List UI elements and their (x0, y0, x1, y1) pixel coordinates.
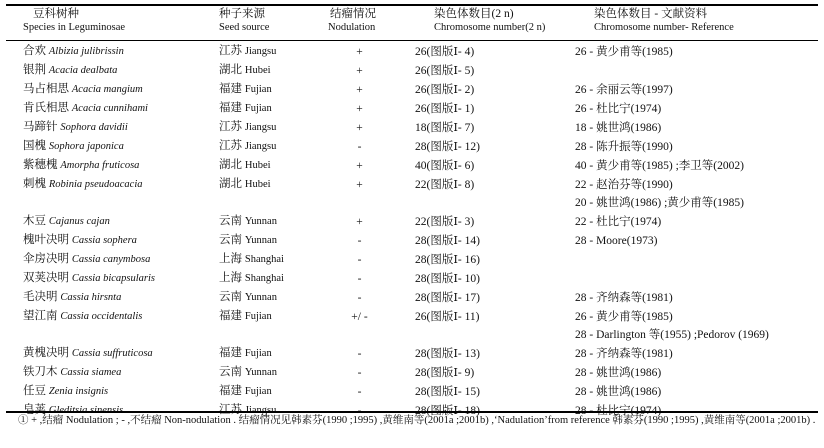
seed-province-en: Yunnan (244, 216, 277, 228)
reference-cell: 28 - Moore(1973) (575, 234, 658, 247)
species-cell (0, 61, 219, 80)
table-row (0, 212, 824, 231)
reference-cell: 28 - 姚世鸿(1986) (575, 385, 662, 398)
chromosome-cell: 26(图版Ⅰ- 2) (415, 83, 475, 96)
species-cn: 黄槐决明 (23, 347, 69, 360)
seed-province-cn: 湖北 (219, 178, 242, 190)
seed-province-cn: 上海 (219, 272, 242, 285)
seed-province-cn: 江苏 (219, 140, 242, 152)
table-row (0, 61, 824, 80)
seed-cell (219, 156, 319, 175)
chromosome-cell: 22(图版Ⅰ- 8) (415, 178, 475, 191)
species-cn: 任豆 (23, 385, 46, 398)
nodulation-cell: - (357, 366, 362, 379)
species-latin: Acacia mangium (71, 84, 143, 95)
species-latin: Cassia siamea (60, 367, 122, 379)
species-cell (0, 137, 219, 156)
nodulation-cell: - (357, 140, 362, 153)
reference-cell: 26 - 黄少甫等(1985) (575, 310, 673, 323)
species-cell (0, 118, 219, 137)
header-nodulation-en: Nodulation (328, 22, 376, 33)
seed-province-en: Fujian (244, 348, 272, 360)
table-row (0, 288, 824, 307)
species-cn: 银荆 (23, 64, 46, 76)
nodulation-cell: - (357, 385, 362, 398)
header-nodulation (328, 7, 376, 35)
species-latin: Robinia pseudoacacia (48, 179, 143, 190)
species-latin: Cassia sophera (71, 235, 137, 247)
seed-province-en: Hubei (244, 160, 271, 171)
species-cn: 国槐 (23, 140, 46, 152)
seed-province-en: Shanghai (244, 273, 284, 285)
seed-cell (219, 99, 319, 118)
table-row (0, 156, 824, 175)
table-row (0, 118, 824, 137)
reference-cell (575, 61, 824, 80)
nodulation-cell: + (356, 45, 363, 58)
seed-province-cn: 福建 (219, 83, 242, 95)
seed-cell (219, 212, 319, 231)
species-cn: 紫穗槐 (23, 159, 58, 171)
species-cell (0, 212, 219, 231)
chromosome-cell: 26(图版Ⅰ- 11) (415, 310, 480, 323)
nodulation-cell: + (356, 64, 363, 77)
species-latin: Cajanus cajan (48, 216, 110, 228)
reference-cell: 26 - 杜比宁(1974) (575, 102, 662, 115)
species-cell (0, 288, 219, 307)
table-row (0, 231, 824, 250)
seed-cell (219, 231, 319, 250)
seed-cell (219, 137, 319, 156)
species-cell (0, 363, 219, 382)
species-cn: 肯氏相思 (23, 102, 69, 114)
seed-cell (219, 382, 319, 401)
chromosome-cell: 28(图版Ⅰ- 13) (415, 347, 480, 360)
seed-province-en: Jiangsu (244, 122, 277, 133)
species-latin: Cassia suffruticosa (71, 348, 153, 360)
header-nodulation-cn: 结瘤情况 (330, 8, 376, 20)
seed-cell (219, 175, 319, 194)
reference-cell: 18 - 姚世鸿(1986) (575, 121, 662, 134)
species-cn: 槐叶决明 (23, 234, 69, 247)
seed-cell (219, 118, 319, 137)
species-latin: Albizia julibrissin (48, 46, 124, 57)
species-cell (0, 194, 219, 212)
header-chromosome-cn: 染色体数目(2 n) (434, 8, 514, 20)
species-cn: 木豆 (23, 215, 46, 228)
nodulation-cell: + (356, 121, 363, 134)
top-rule (6, 4, 818, 6)
reference-cell: 20 - 姚世鸿(1986) ;黄少甫等(1985) (575, 197, 744, 210)
seed-cell (219, 42, 319, 61)
nodulation-cell: - (357, 272, 362, 285)
table-row (0, 99, 824, 118)
table-row (0, 344, 824, 363)
header-reference-cn: 染色体数目 - 文献资料 (594, 8, 708, 20)
header-seed-en: Seed source (219, 22, 270, 33)
seed-cell (219, 363, 319, 382)
header-species-en: Species in Leguminosae (23, 22, 126, 33)
seed-province-en: Fujian (244, 103, 272, 114)
species-cn: 毛决明 (23, 291, 58, 304)
chromosome-cell: 28(图版Ⅰ- 10) (415, 272, 480, 285)
seed-province-cn: 福建 (219, 102, 242, 114)
species-cn: 马蹄针 (23, 121, 58, 133)
species-cn: 刺槐 (23, 178, 46, 190)
species-cell (0, 344, 219, 363)
reference-cell: 28 - Darlington 等(1955) ;Pedorov (1969) (575, 329, 769, 342)
seed-province-cn: 福建 (219, 385, 242, 398)
footnote: ① + ,结瘤 Nodulation ; - ,不结瘤 Non-nodulation . 结瘤情况见韩素芬(1990 ;1995) ,黄维南等(2001a ;2001b) ,‘Nadulation’from reference 韩素芬(1990 ;1995) ,黄维南等(2001a ;2001b) . (18, 415, 816, 426)
seed-cell (219, 326, 319, 344)
nodulation-cell: - (357, 291, 362, 304)
seed-province-cn: 福建 (219, 347, 242, 360)
chromosome-cell: 26(图版Ⅰ- 1) (415, 102, 475, 115)
nodulation-cell: +/ - (351, 310, 368, 323)
table-body (0, 42, 824, 420)
reference-cell: 28 - 姚世鸿(1986) (575, 366, 662, 379)
species-cell (0, 80, 219, 99)
seed-province-cn: 云南 (219, 291, 242, 304)
chromosome-cell: 28(图版Ⅰ- 9) (415, 366, 475, 379)
species-latin: Sophora japonica (48, 141, 124, 152)
table-row (0, 382, 824, 401)
nodulation-cell: + (356, 83, 363, 96)
reference-cell: 22 - 赵治芬等(1990) (575, 178, 673, 191)
reference-cell: 28 - 齐纳森等(1981) (575, 347, 673, 360)
header-chromosome (434, 7, 545, 35)
header-seed-cn: 种子来源 (219, 8, 265, 20)
seed-cell (219, 269, 319, 288)
seed-province-cn: 湖北 (219, 64, 242, 76)
table-row (0, 80, 824, 99)
seed-cell (219, 61, 319, 80)
seed-province-en: Yunnan (244, 367, 277, 379)
species-cell (0, 42, 219, 61)
reference-cell (575, 250, 824, 269)
chromosome-cell: 28(图版Ⅰ- 15) (415, 385, 480, 398)
seed-province-en: Fujian (244, 386, 272, 398)
seed-province-en: Shanghai (244, 254, 284, 266)
species-cell (0, 156, 219, 175)
reference-cell: 22 - 杜比宁(1974) (575, 215, 662, 228)
seed-province-cn: 上海 (219, 253, 242, 266)
nodulation-cell (319, 194, 400, 212)
header-seed (219, 7, 269, 35)
seed-province-en: Yunnan (244, 292, 277, 304)
seed-province-en: Fujian (244, 84, 272, 95)
table-row (0, 269, 824, 288)
species-latin: Acacia dealbata (48, 65, 118, 76)
reference-cell: 26 - 余丽云等(1997) (575, 83, 673, 96)
chromosome-cell: 22(图版Ⅰ- 3) (415, 215, 475, 228)
nodulation-cell: - (357, 253, 362, 266)
seed-province-en: Jiangsu (244, 141, 277, 152)
nodulation-cell (319, 326, 400, 344)
species-cell (0, 231, 219, 250)
nodulation-cell: + (356, 215, 363, 228)
table-row (0, 42, 824, 61)
reference-cell: 28 - 齐纳森等(1981) (575, 291, 673, 304)
table-row (0, 137, 824, 156)
chromosome-cell: 28(图版Ⅰ- 14) (415, 234, 480, 247)
seed-cell (219, 344, 319, 363)
chromosome-cell: 26(图版Ⅰ- 5) (415, 64, 475, 77)
table-row (0, 307, 824, 326)
chromosome-cell: 28(图版Ⅰ- 12) (415, 140, 480, 153)
header-species-cn: 豆科树种 (33, 8, 79, 20)
species-latin: Cassia occidentalis (60, 311, 143, 323)
seed-cell (219, 288, 319, 307)
table-row (0, 326, 824, 344)
header-rule (6, 40, 818, 41)
species-cell (0, 307, 219, 326)
seed-province-en: Hubei (244, 179, 271, 190)
species-cn: 望江南 (23, 310, 58, 323)
chromosome-cell (400, 326, 575, 344)
seed-province-cn: 云南 (219, 234, 242, 247)
table-row (0, 175, 824, 194)
seed-province-cn: 湖北 (219, 159, 242, 171)
seed-cell (219, 307, 319, 326)
seed-province-cn: 江苏 (219, 121, 242, 133)
chromosome-cell (400, 194, 575, 212)
chromosome-cell: 40(图版Ⅰ- 6) (415, 159, 475, 172)
data-table (0, 42, 824, 420)
species-latin: Zenia insignis (48, 386, 109, 398)
chromosome-cell: 18(图版Ⅰ- 7) (415, 121, 475, 134)
species-cell (0, 382, 219, 401)
chromosome-cell: 28(图版Ⅰ- 16) (415, 253, 480, 266)
chromosome-cell: 26(图版Ⅰ- 4) (415, 45, 475, 58)
seed-province-cn: 云南 (219, 366, 242, 379)
reference-cell (575, 269, 824, 288)
table-row (0, 194, 824, 212)
species-latin: Cassia bicapsularis (71, 273, 156, 285)
seed-province-cn: 云南 (219, 215, 242, 228)
species-cell (0, 269, 219, 288)
reference-cell: 40 - 黄少甫等(1985) ;李卫等(2002) (575, 159, 744, 172)
species-cell (0, 99, 219, 118)
nodulation-cell: + (356, 159, 363, 172)
header-species (23, 7, 125, 35)
table-row (0, 250, 824, 269)
seed-province-en: Yunnan (244, 235, 277, 247)
seed-province-en: Hubei (244, 65, 271, 76)
seed-cell (219, 194, 319, 212)
species-latin: Sophora davidii (60, 122, 128, 133)
species-cell (0, 326, 219, 344)
header-reference-en: Chromosome number- Reference (594, 22, 734, 33)
species-cn: 合欢 (23, 45, 46, 57)
species-cn: 双荚决明 (23, 272, 69, 285)
header-chromosome-en: Chromosome number(2 n) (434, 22, 546, 33)
seed-cell (219, 250, 319, 269)
species-latin: Cassia hirsnta (60, 292, 122, 304)
table-row (0, 363, 824, 382)
header-reference (594, 7, 734, 35)
species-latin: Cassia canymbosa (71, 254, 151, 266)
species-latin: Amorpha fruticosa (60, 160, 140, 171)
seed-province-cn: 福建 (219, 310, 242, 323)
species-cn: 铁刀木 (23, 366, 58, 379)
seed-province-en: Jiangsu (244, 46, 277, 57)
reference-cell: 26 - 黄少甫等(1985) (575, 45, 673, 58)
seed-cell (219, 80, 319, 99)
nodulation-cell: - (357, 234, 362, 247)
species-cn: 马占相思 (23, 83, 69, 95)
species-cell (0, 250, 219, 269)
nodulation-cell: + (356, 178, 363, 191)
species-cell (0, 175, 219, 194)
nodulation-cell: - (357, 347, 362, 360)
nodulation-cell: + (356, 102, 363, 115)
seed-province-en: Fujian (244, 311, 272, 323)
seed-province-cn: 江苏 (219, 45, 242, 57)
chromosome-cell: 28(图版Ⅰ- 17) (415, 291, 480, 304)
reference-cell: 28 - 陈升振等(1990) (575, 140, 673, 153)
species-cn: 伞房决明 (23, 253, 69, 266)
species-latin: Acacia cunnihami (71, 103, 148, 114)
